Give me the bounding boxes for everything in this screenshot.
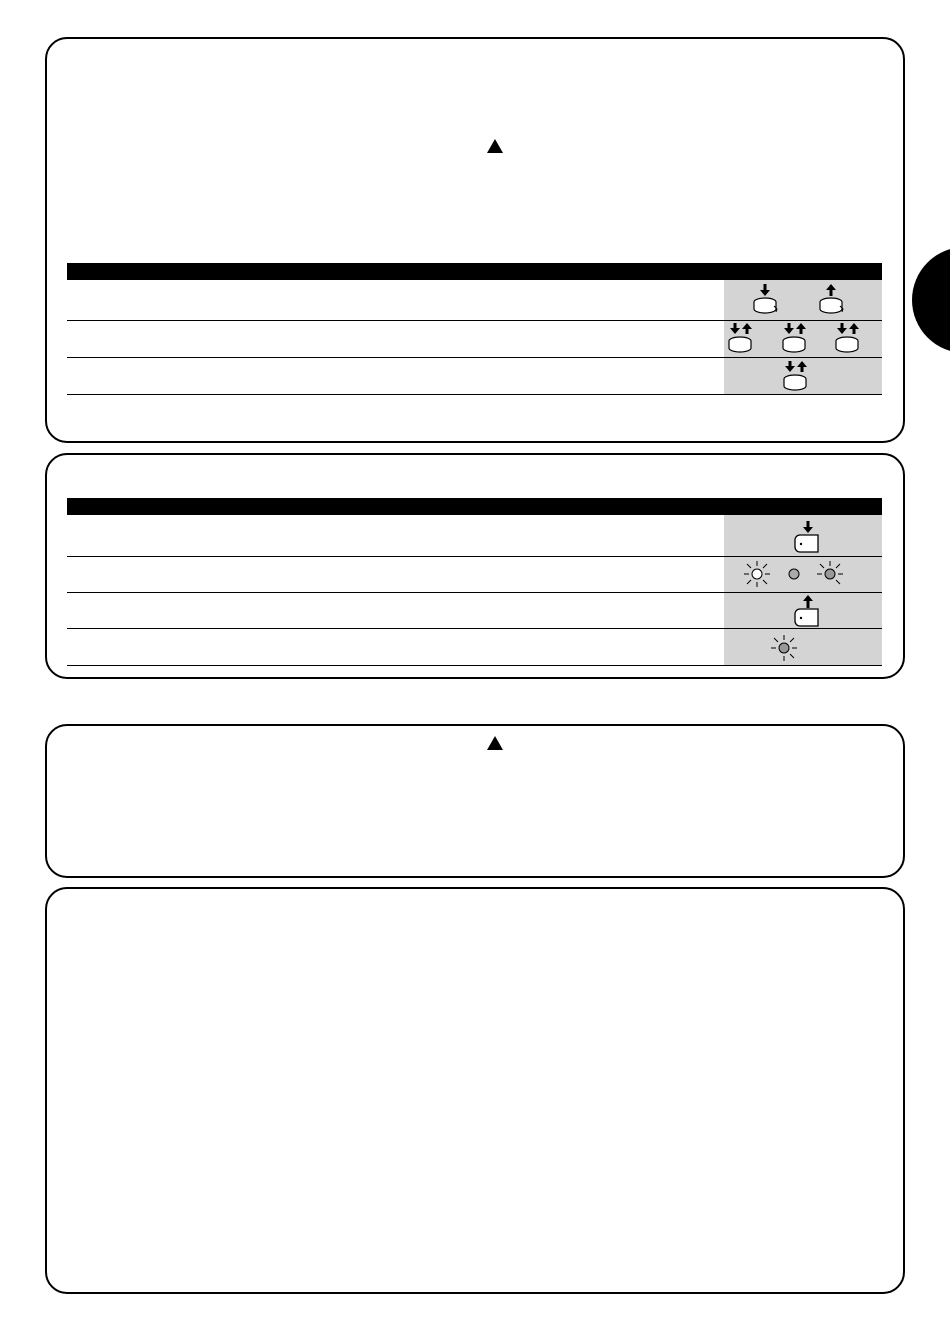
icon-cell <box>724 629 882 665</box>
table-row <box>67 515 882 557</box>
press-key-icon <box>795 521 818 552</box>
table-header <box>67 498 882 515</box>
procedure-table-1 <box>67 263 882 395</box>
procedure-table-2 <box>67 498 882 666</box>
table-row <box>67 629 882 666</box>
press-button-icon <box>754 284 777 313</box>
warning-triangle-icon <box>487 139 503 153</box>
press-release-button-icon <box>729 323 752 352</box>
press-release-button-icon <box>784 361 807 390</box>
release-button-icon <box>820 284 843 313</box>
icon-cell <box>724 321 882 357</box>
table-header <box>67 263 882 280</box>
press-release-button-icon <box>783 323 806 352</box>
press-release-button-icon <box>836 323 859 352</box>
icon-cell <box>724 358 882 394</box>
icon-cell <box>724 515 882 556</box>
instruction-panel-4 <box>45 887 905 1294</box>
led-blinking-icon <box>744 561 770 587</box>
section-tab <box>912 247 950 353</box>
led-off-icon <box>789 569 799 579</box>
led-blinking-icon <box>771 635 797 661</box>
table-row <box>67 280 882 321</box>
icon-cell <box>724 593 882 628</box>
table-row <box>67 557 882 593</box>
table-row <box>67 358 882 395</box>
instruction-panel-3 <box>45 724 905 878</box>
icon-cell <box>724 280 882 320</box>
icon-cell <box>724 557 882 592</box>
table-row <box>67 593 882 629</box>
table-row <box>67 321 882 358</box>
warning-triangle-icon <box>487 736 503 750</box>
led-blinking-icon <box>817 561 843 584</box>
release-key-icon <box>795 595 818 626</box>
